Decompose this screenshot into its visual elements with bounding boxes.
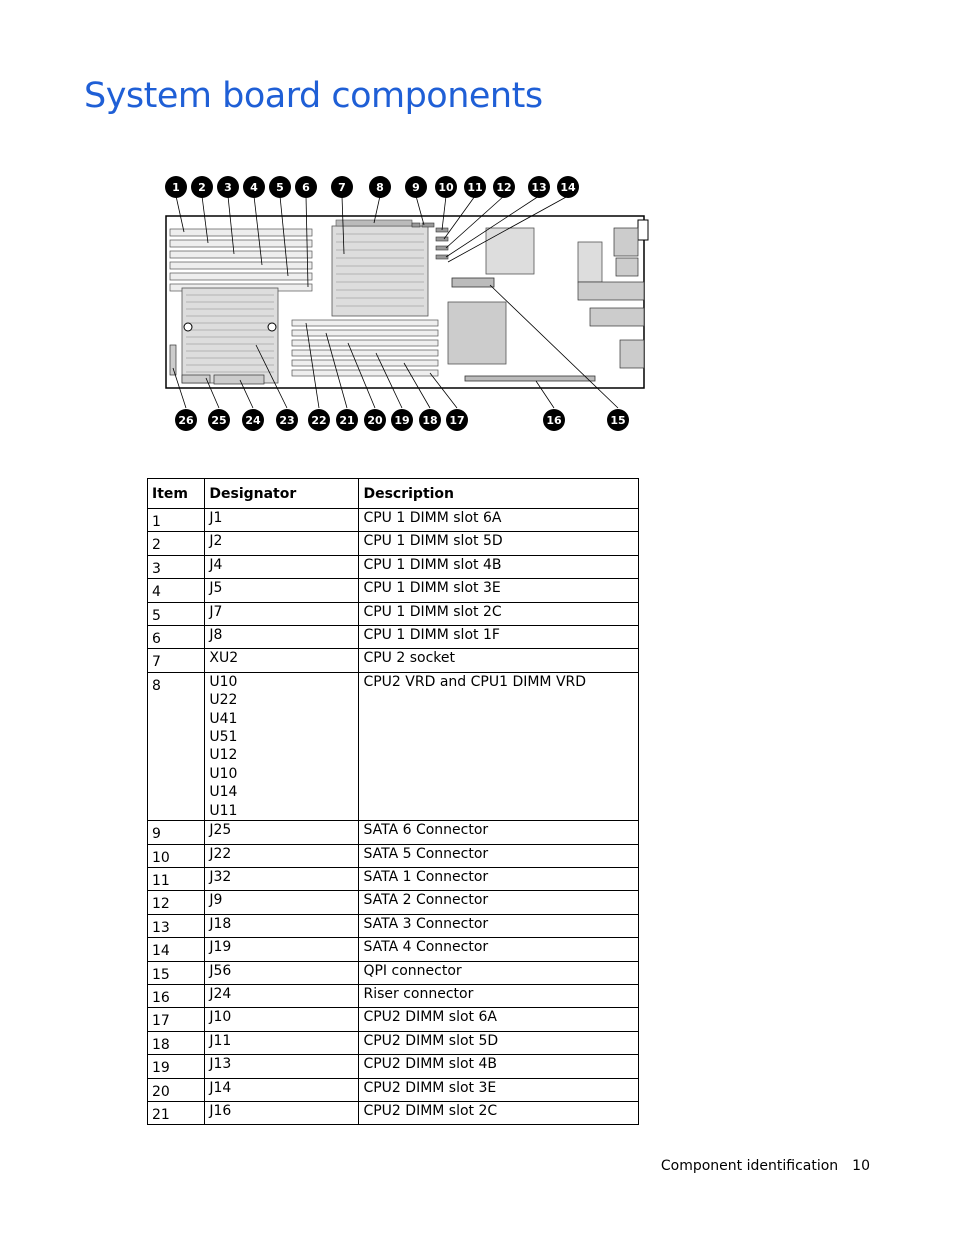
- cell-description: CPU 2 socket: [359, 649, 639, 672]
- page-title: System board components: [84, 76, 543, 116]
- cell-item: 3: [148, 555, 205, 578]
- table-row: [148, 1008, 639, 1031]
- cell-designator: J19: [205, 938, 359, 961]
- callout-2: [191, 176, 213, 198]
- table-row: [148, 555, 639, 578]
- cell-designator: J14: [205, 1078, 359, 1101]
- riser-connector: [465, 376, 595, 381]
- cell-designator: J7: [205, 602, 359, 625]
- cell-designator: U10 U22 U41 U51 U12 U10 U14 U11: [205, 672, 359, 820]
- footer-section: Component identification: [660, 1158, 839, 1174]
- header-item: Item: [148, 479, 205, 509]
- callout-11: [464, 176, 486, 198]
- cell-description: CPU2 DIMM slot 2C: [359, 1101, 639, 1124]
- svg-text:10: 10: [438, 181, 454, 194]
- cell-designator: J2: [205, 532, 359, 555]
- cell-description: SATA 4 Connector: [359, 938, 639, 961]
- callout-badges-top: [165, 176, 579, 198]
- svg-text:26: 26: [178, 414, 194, 427]
- svg-text:8: 8: [376, 181, 384, 194]
- cpu2-heatsink: [332, 220, 428, 316]
- svg-text:21: 21: [339, 414, 355, 427]
- cell-designator: J16: [205, 1101, 359, 1124]
- cell-designator: J9: [205, 891, 359, 914]
- callout-7: [331, 176, 353, 198]
- cell-description: CPU 1 DIMM slot 6A: [359, 509, 639, 532]
- cell-designator: J25: [205, 821, 359, 844]
- callout-16: [543, 409, 565, 431]
- cell-description: CPU2 DIMM slot 6A: [359, 1008, 639, 1031]
- callout-18: [419, 409, 441, 431]
- cell-item: 21: [148, 1101, 205, 1124]
- table-row: [148, 1055, 639, 1078]
- table-row: [148, 821, 639, 844]
- cell-designator: J10: [205, 1008, 359, 1031]
- page-number: 10: [852, 1158, 870, 1174]
- cell-item: 8: [148, 672, 205, 820]
- cell-description: CPU2 VRD and CPU1 DIMM VRD: [359, 672, 639, 820]
- cell-designator: J24: [205, 984, 359, 1007]
- page-footer: [661, 1158, 870, 1174]
- cell-item: 12: [148, 891, 205, 914]
- cell-description: QPI connector: [359, 961, 639, 984]
- cell-item: 10: [148, 844, 205, 867]
- cell-designator: J32: [205, 867, 359, 890]
- qpi-connector: [452, 278, 494, 287]
- cell-description: SATA 1 Connector: [359, 867, 639, 890]
- table-row: [148, 509, 639, 532]
- cell-item: 19: [148, 1055, 205, 1078]
- cell-designator: J1: [205, 509, 359, 532]
- svg-text:19: 19: [394, 414, 410, 427]
- cell-item: 17: [148, 1008, 205, 1031]
- cell-description: CPU2 DIMM slot 3E: [359, 1078, 639, 1101]
- cell-item: 2: [148, 532, 205, 555]
- cell-description: CPU2 DIMM slot 5D: [359, 1031, 639, 1054]
- system-board-diagram: [160, 170, 660, 440]
- cell-description: CPU 1 DIMM slot 1F: [359, 626, 639, 649]
- svg-text:13: 13: [531, 181, 547, 194]
- svg-text:1: 1: [172, 181, 180, 194]
- callout-22: [308, 409, 330, 431]
- svg-text:11: 11: [467, 181, 483, 194]
- callout-12: [493, 176, 515, 198]
- svg-text:23: 23: [279, 414, 295, 427]
- cell-item: 16: [148, 984, 205, 1007]
- svg-text:5: 5: [276, 181, 284, 194]
- table-row: [148, 532, 639, 555]
- callout-badges-bottom: [175, 409, 629, 431]
- cell-designator: J22: [205, 844, 359, 867]
- callout-4: [243, 176, 265, 198]
- callout-6: [295, 176, 317, 198]
- callout-8: [369, 176, 391, 198]
- callout-24: [242, 409, 264, 431]
- table-row: [148, 938, 639, 961]
- table-row: [148, 649, 639, 672]
- cell-designator: J18: [205, 914, 359, 937]
- table-row: [148, 672, 639, 820]
- table-row: [148, 1078, 639, 1101]
- table-row: [148, 626, 639, 649]
- table-row: [148, 579, 639, 602]
- callout-5: [269, 176, 291, 198]
- table-row: [148, 914, 639, 937]
- cell-item: 9: [148, 821, 205, 844]
- svg-text:12: 12: [496, 181, 512, 194]
- svg-text:17: 17: [449, 414, 465, 427]
- cell-description: Riser connector: [359, 984, 639, 1007]
- svg-text:24: 24: [245, 414, 261, 427]
- svg-text:7: 7: [338, 181, 346, 194]
- cell-item: 7: [148, 649, 205, 672]
- table-row: [148, 844, 639, 867]
- cell-description: SATA 6 Connector: [359, 821, 639, 844]
- cell-designator: J56: [205, 961, 359, 984]
- cell-item: 5: [148, 602, 205, 625]
- svg-text:3: 3: [224, 181, 232, 194]
- svg-text:6: 6: [302, 181, 310, 194]
- cell-description: SATA 3 Connector: [359, 914, 639, 937]
- cell-item: 1: [148, 509, 205, 532]
- callout-25: [208, 409, 230, 431]
- table-row: [148, 891, 639, 914]
- callout-1: [165, 176, 187, 198]
- table-row: [148, 867, 639, 890]
- table-row: [148, 1101, 639, 1124]
- svg-text:16: 16: [546, 414, 562, 427]
- svg-text:4: 4: [250, 181, 258, 194]
- callout-13: [528, 176, 550, 198]
- cpu1-heatsink: [182, 288, 278, 383]
- table-row: [148, 1031, 639, 1054]
- cell-description: CPU 1 DIMM slot 2C: [359, 602, 639, 625]
- cell-item: 11: [148, 867, 205, 890]
- cell-description: CPU 1 DIMM slot 4B: [359, 555, 639, 578]
- svg-text:18: 18: [422, 414, 438, 427]
- callout-23: [276, 409, 298, 431]
- svg-text:22: 22: [311, 414, 327, 427]
- cell-item: 18: [148, 1031, 205, 1054]
- cell-item: 20: [148, 1078, 205, 1101]
- cell-item: 13: [148, 914, 205, 937]
- cell-description: SATA 5 Connector: [359, 844, 639, 867]
- cell-description: SATA 2 Connector: [359, 891, 639, 914]
- cell-designator: J8: [205, 626, 359, 649]
- callout-21: [336, 409, 358, 431]
- callout-10: [435, 176, 457, 198]
- cell-designator: XU2: [205, 649, 359, 672]
- table-row: [148, 602, 639, 625]
- callout-3: [217, 176, 239, 198]
- component-table: [147, 478, 639, 1125]
- cell-description: CPU 1 DIMM slot 3E: [359, 579, 639, 602]
- callout-20: [364, 409, 386, 431]
- cell-description: CPU 1 DIMM slot 5D: [359, 532, 639, 555]
- cell-designator: J4: [205, 555, 359, 578]
- cell-designator: J5: [205, 579, 359, 602]
- cell-item: 14: [148, 938, 205, 961]
- svg-text:14: 14: [560, 181, 576, 194]
- cell-designator: J13: [205, 1055, 359, 1078]
- svg-text:9: 9: [412, 181, 420, 194]
- callout-15: [607, 409, 629, 431]
- callout-26: [175, 409, 197, 431]
- cell-item: 4: [148, 579, 205, 602]
- cell-item: 15: [148, 961, 205, 984]
- callout-19: [391, 409, 413, 431]
- callout-14: [557, 176, 579, 198]
- table-row: [148, 984, 639, 1007]
- callout-17: [446, 409, 468, 431]
- svg-text:2: 2: [198, 181, 206, 194]
- svg-text:15: 15: [610, 414, 626, 427]
- table-row: [148, 961, 639, 984]
- cell-item: 6: [148, 626, 205, 649]
- callout-9: [405, 176, 427, 198]
- svg-text:25: 25: [211, 414, 227, 427]
- header-description: Description: [359, 479, 639, 509]
- header-designator: Designator: [205, 479, 359, 509]
- svg-text:20: 20: [367, 414, 383, 427]
- cell-designator: J11: [205, 1031, 359, 1054]
- cell-description: CPU2 DIMM slot 4B: [359, 1055, 639, 1078]
- table-header-row: [148, 479, 639, 509]
